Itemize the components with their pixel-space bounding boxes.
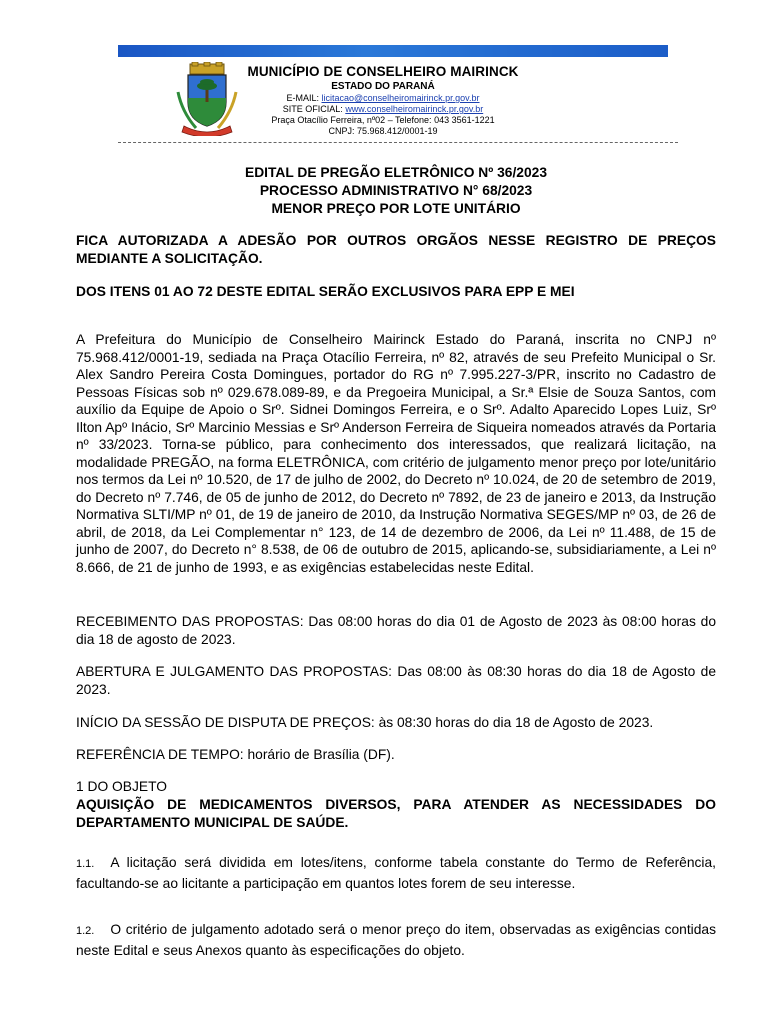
section-heading: 1 DO OBJETO (76, 779, 167, 794)
title-line-1: EDITAL DE PREGÃO ELETRÔNICO Nº 36/2023 (245, 165, 547, 180)
state-name: ESTADO DO PARANÁ (331, 81, 435, 92)
header-color-bar (118, 45, 668, 57)
email-link[interactable]: licitacao@conselheiromairinck.pr.gov.br (321, 93, 480, 103)
header-divider (118, 142, 678, 143)
session-schedule: INÍCIO DA SESSÃO DE DISPUTA DE PREÇOS: às 08:30 horas do dia 18 de Agosto de 2023. (76, 715, 654, 730)
site-label: SITE OFICIAL: (282, 104, 346, 114)
object-description: AQUISIÇÃO DE MEDICAMENTOS DIVERSOS, PARA ATENDER AS NECESSIDADES DO DEPARTAMENTO MUNICIPAL DE SAÚDE. (76, 797, 716, 830)
email-label: E-MAIL: (286, 93, 322, 103)
municipality-name: MUNICÍPIO DE CONSELHEIRO MAIRINCK (247, 64, 519, 79)
exclusivity-notice: DOS ITENS 01 AO 72 DESTE EDITAL SERÃO EXCLUSIVOS PARA EPP E MEI (76, 284, 575, 299)
site-line (238, 104, 528, 115)
title-line-3: MENOR PREÇO POR LOTE UNITÁRIO (271, 201, 521, 216)
clause-1-1 (76, 853, 716, 894)
receipt-schedule: RECEBIMENTO DAS PROPOSTAS: Das 08:00 horas do dia 01 de Agosto de 2023 às 08:00 horas do dia 18 de agosto de 2023. (76, 614, 716, 647)
clause-text: O critério de julgamento adotado será o menor preço do item, observadas as exigências contidas neste Edital e seus Anexos quanto às especificações do objeto. (76, 922, 716, 958)
clause-number: 1.1. (76, 858, 95, 870)
clause-1-2 (76, 920, 716, 961)
time-reference: REFERÊNCIA DE TEMPO: horário de Brasília (DF). (76, 747, 395, 762)
site-link[interactable]: www.conselheiromairinck.pr.gov.br (345, 104, 484, 114)
email-line (238, 93, 528, 104)
clause-number: 1.2. (76, 925, 95, 937)
document-title (76, 164, 716, 218)
clause-text: A licitação será dividida em lotes/itens, conforme tabela constante do Termo de Referência, facultando-se ao licitante a participação em quantos lotes forem de seu interesse. (76, 855, 716, 891)
address-line: Praça Otacílio Ferreira, nº02 – Telefone: 043 3561-1221 (271, 115, 495, 125)
cnpj-line: CNPJ: 75.968.412/0001-19 (328, 126, 438, 136)
adhesion-notice: FICA AUTORIZADA A ADESÃO POR OUTROS ORGÃOS NESSE REGISTRO DE PREÇOS MEDIANTE A SOLICITAÇÃO. (76, 233, 716, 266)
opening-schedule: ABERTURA E JULGAMENTO DAS PROPOSTAS: Das 08:00 às 08:30 horas do dia 18 de Agosto de 2023. (76, 664, 716, 697)
municipal-coat-of-arms (176, 62, 238, 136)
title-line-2: PROCESSO ADMINISTRATIVO N° 68/2023 (259, 183, 533, 198)
intro-paragraph: A Prefeitura do Município de Conselheiro Mairinck Estado do Paraná, inscrita no CNPJ nº 75.968.412/0001-19, sediada na Praça Otacílio Ferreira, nº 82, através de seu Prefeito Municipal o Sr. Alex Sandro Pereira Costa Domingues, portador do RG nº 7.995.227-3/PR, inscrito no Cadastro de Pessoas Físicas sob nº 029.678.089-89, e da Pregoeira Municipal, a Sr.ª Elsie de Souza Santos, com auxílio da Equipe de Apoio o Srº. Sidnei Domingos Ferreira, e o Srº. Adalto Aparecido Lopes Luiz, Srº Ilton Apº Inácio, Srº Marcinio Messias e Srº Anderson Ferreira de Siqueira nomeados através da Portaria nº 33/2023. Torna-se público, para conhecimento dos interessados, que realizará licitação, na modalidade PREGÃO, na forma ELETRÔNICA, com critério de julgamento menor preço por lote/unitário nos termos da Lei nº 10.520, de 17 de julho de 2002, do Decreto nº 10.024, de 20 de setembro de 2019, do Decreto nº 7.746, de 05 de junho de 2012, do Decreto nº 7892, de 23 de janeiro e 2013, da Instrução Normativa SLTI/MP nº 01, de 19 de janeiro de 2010, da Instrução Normativa SEGES/MP nº 03, de 26 de abril, de 2018, da Lei Complementar n° 123, de 14 de dezembro de 2006, da Lei nº 11.488, de 15 de junho de 2007, do Decreto n° 8.538, de 06 de outubro de 2015, aplicando-se, subsidiariamente, a Lei nº 8.666, de 21 de junho de 1993, e as exigências estabelecidas neste Edital. (76, 332, 716, 575)
